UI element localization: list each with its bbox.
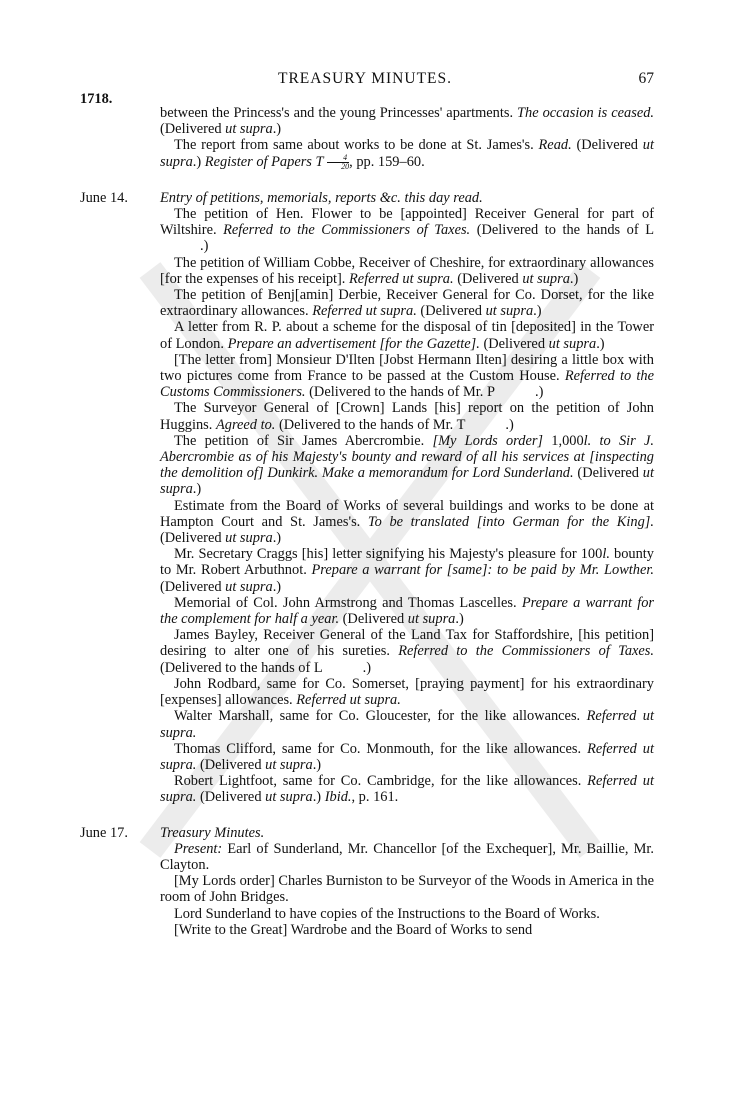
text-run: The petition of Hen. Flower to be [appointed] Receiver General for part of Wiltshire. bbox=[160, 206, 654, 239]
italic-text: To be translated [into German for the King]. bbox=[367, 513, 654, 530]
italic-text: ut supra bbox=[407, 611, 456, 628]
paragraph bbox=[160, 922, 654, 938]
text-run: .) bbox=[192, 481, 202, 498]
italic-text: Entry of petitions, memorials, reports &c. this day read. bbox=[160, 189, 483, 206]
page-number: 67 bbox=[638, 70, 654, 87]
fraction-denominator: 20 bbox=[341, 161, 350, 171]
paragraph bbox=[160, 906, 654, 922]
italic-text: Treasury Minutes. bbox=[160, 824, 265, 841]
text-run: .) bbox=[200, 238, 209, 255]
text-run: The Surveyor General of [Crown] Lands [his] report on the petition of John Huggins. bbox=[160, 400, 654, 433]
italic-text: Referred ut supra. bbox=[296, 692, 401, 709]
text-run: (Delivered to the hands of L bbox=[470, 222, 654, 239]
paragraph bbox=[160, 873, 654, 905]
italic-text: ut supra bbox=[265, 789, 313, 806]
paragraph bbox=[160, 741, 654, 773]
text-run: (Delivered bbox=[160, 121, 226, 138]
italic-text: ut supra bbox=[225, 578, 273, 595]
paragraph bbox=[160, 825, 654, 841]
text-run: Robert Lightfoot, same for Co. Cambridge, for the like allowances. bbox=[174, 773, 588, 790]
italic-text: Referred to the Commissioners of Taxes. bbox=[223, 222, 471, 239]
italic-text: Register of Papers T bbox=[204, 153, 324, 170]
italic-text: Present: bbox=[174, 840, 223, 857]
section-gap bbox=[160, 171, 654, 190]
italic-text: Prepare a warrant for the complement for half a year. bbox=[160, 594, 654, 628]
italic-text: to Sir J. Abercrombie as of his Majesty's bounty and reward of all his services at [inspecting the demolition of] Dunkirk. Make a memorandum for Lord Sunderland. bbox=[160, 432, 654, 482]
italic-text: Referred ut supra. bbox=[160, 740, 654, 773]
entry-section bbox=[80, 189, 654, 806]
text-run: between the Princess's and the young Princesses' apartments. bbox=[160, 105, 518, 121]
text-run: The report from same about works to be done at St. James's. bbox=[174, 137, 539, 154]
paragraph bbox=[160, 206, 654, 255]
italic-text: ut supra bbox=[265, 756, 313, 773]
text-run: (Delivered bbox=[339, 611, 408, 628]
text-run: [The letter from] Monsieur D'Ilten [Jobst Hermann Ilten] desiring a little box with two pictures come from France to be passed at the Custom House. bbox=[160, 351, 654, 385]
italic-text: l. bbox=[583, 432, 592, 449]
text-run: Thomas Clifford, same for Co. Monmouth, for the like allowances. bbox=[174, 740, 588, 757]
text-run: .) bbox=[455, 611, 464, 628]
text-run: (Delivered bbox=[416, 303, 486, 320]
text-run: .) bbox=[192, 153, 205, 170]
paragraph bbox=[160, 595, 654, 627]
italic-text: [My Lords order] bbox=[432, 432, 544, 449]
text-run: (Delivered to the hands of L bbox=[160, 659, 323, 676]
paragraph bbox=[160, 137, 654, 170]
entry-date: June 17. bbox=[80, 824, 128, 841]
paragraph bbox=[160, 676, 654, 708]
text-run: (Delivered bbox=[573, 465, 643, 482]
section-gap bbox=[160, 806, 654, 825]
text-run: .) bbox=[272, 530, 282, 547]
italic-text: ut supra bbox=[160, 465, 654, 498]
paragraph bbox=[160, 287, 654, 319]
paragraph bbox=[160, 190, 654, 206]
text-run: [My Lords order] Charles Burniston to be Surveyor of the Woods in America in the room of John Bridges. bbox=[160, 873, 654, 906]
paragraph bbox=[160, 105, 654, 137]
text-body bbox=[80, 105, 654, 938]
text-run: , pp. 159–60. bbox=[349, 153, 425, 170]
text-run: 1,000 bbox=[543, 432, 584, 449]
italic-text: ut supra bbox=[522, 270, 570, 287]
italic-text: Read. bbox=[538, 137, 572, 154]
text-run: [Write to the Great] Wardrobe and the Board of Works to send bbox=[174, 921, 533, 938]
italic-text: ut supra bbox=[225, 121, 273, 138]
paragraph bbox=[160, 400, 654, 432]
text-run: .) bbox=[533, 303, 542, 320]
italic-text: Referred to the Commissioners of Taxes. bbox=[398, 643, 654, 660]
text-run: Walter Marshall, same for Co. Gloucester, for the like allowances. bbox=[174, 708, 587, 725]
text-run: , p. 161. bbox=[351, 789, 399, 806]
paragraph bbox=[160, 498, 654, 547]
running-header bbox=[0, 70, 730, 92]
italic-text: Referred to the Customs Commissioners. bbox=[160, 368, 654, 401]
text-run: Mr. Secretary Craggs [his] letter signifying his Majesty's pleasure for 100 bbox=[174, 546, 603, 563]
italic-text: ut supra bbox=[548, 335, 597, 352]
italic-text: ut supra bbox=[225, 530, 273, 547]
text-run: .) bbox=[312, 789, 325, 806]
text-run: .) bbox=[272, 121, 282, 138]
entry-section bbox=[160, 105, 654, 171]
text-run: (Delivered bbox=[479, 335, 549, 352]
text-run: The petition of Sir James Abercrombie. bbox=[174, 432, 433, 449]
italic-text: Referred ut supra. bbox=[312, 303, 417, 320]
paragraph bbox=[160, 708, 654, 740]
text-run: (Delivered bbox=[453, 270, 523, 287]
text-run: (Delivered bbox=[160, 530, 226, 547]
italic-text: Prepare a warrant for [same]: to be paid by Mr. Lowther. bbox=[311, 562, 654, 579]
entry-date: June 14. bbox=[80, 189, 128, 206]
italic-text: Referred ut supra. bbox=[349, 270, 454, 287]
italic-text: Ibid. bbox=[324, 789, 352, 806]
text-run: .) bbox=[312, 756, 322, 773]
text-run: Lord Sunderland to have copies of the Instructions to the Board of Works. bbox=[174, 905, 600, 922]
text-run: Estimate from the Board of Works of several buildings and works to be done at Hampton Court and St. James's. bbox=[160, 497, 654, 530]
italic-text: ut supra bbox=[160, 137, 654, 170]
text-run: bounty to Mr. Robert Arbuthnot. bbox=[160, 546, 654, 579]
italic-text: Referred ut supra. bbox=[160, 773, 654, 806]
text-run: .) bbox=[362, 659, 372, 676]
text-run: Earl of Sunderland, Mr. Chancellor [of the Exchequer], Mr. Baillie, Mr. Clayton. bbox=[160, 840, 654, 873]
text-run: (Delivered to the hands of Mr. P bbox=[305, 384, 495, 401]
italic-text: The occasion is ceased. bbox=[517, 105, 654, 121]
text-run: John Rodbard, same for Co. Somerset, [praying payment] for his extraordinary [expenses] allowances. bbox=[160, 675, 654, 709]
italic-text: Agreed to. bbox=[215, 416, 276, 433]
text-run: .) bbox=[569, 270, 579, 287]
italic-text: Prepare an advertisement [for the Gazette]. bbox=[227, 335, 480, 352]
running-title: TREASURY MINUTES. bbox=[277, 70, 453, 87]
text-run: (Delivered bbox=[571, 137, 643, 154]
text-run bbox=[591, 433, 599, 449]
text-run: .) bbox=[534, 384, 544, 401]
paragraph bbox=[160, 773, 654, 805]
text-run: (Delivered to the hands of Mr. T bbox=[275, 416, 466, 433]
text-run: Memorial of Col. John Armstrong and Thomas Lascelles. bbox=[174, 594, 522, 611]
text-run: .) bbox=[596, 335, 605, 352]
italic-text: Referred ut supra. bbox=[160, 708, 654, 741]
text-run: The petition of William Cobbe, Receiver of Cheshire, for extraordinary allowances [for the expenses of his receipt]. bbox=[160, 254, 654, 287]
text-run: (Delivered bbox=[196, 789, 266, 806]
text-run: (Delivered bbox=[160, 578, 226, 595]
paragraph bbox=[160, 255, 654, 287]
paragraph bbox=[160, 546, 654, 595]
entry-section bbox=[80, 824, 654, 938]
text-run: The petition of Benj[amin] Derbie, Receiver General for Co. Dorset, for the like extraordinary allowances. bbox=[160, 287, 654, 320]
fraction-numerator: 4 bbox=[327, 154, 349, 163]
text-run: .) bbox=[505, 416, 514, 433]
text-run: James Bayley, Receiver General of the Land Tax for Staffordshire, [his petition] desiring to alter one of his sureties. bbox=[160, 627, 654, 660]
italic-text: l. bbox=[602, 546, 610, 563]
paragraph bbox=[160, 627, 654, 676]
fraction bbox=[327, 154, 349, 171]
text-run: .) bbox=[272, 578, 282, 595]
paragraph bbox=[160, 841, 654, 873]
paragraph bbox=[160, 433, 654, 498]
italic-text: ut supra bbox=[485, 303, 534, 320]
year-label: 1718. bbox=[80, 91, 113, 107]
paragraph bbox=[160, 319, 654, 351]
text-run: (Delivered bbox=[196, 756, 266, 773]
paragraph bbox=[160, 352, 654, 401]
text-run: A letter from R. P. about a scheme for the disposal of tin [deposited] in the Tower of London. bbox=[160, 319, 654, 352]
